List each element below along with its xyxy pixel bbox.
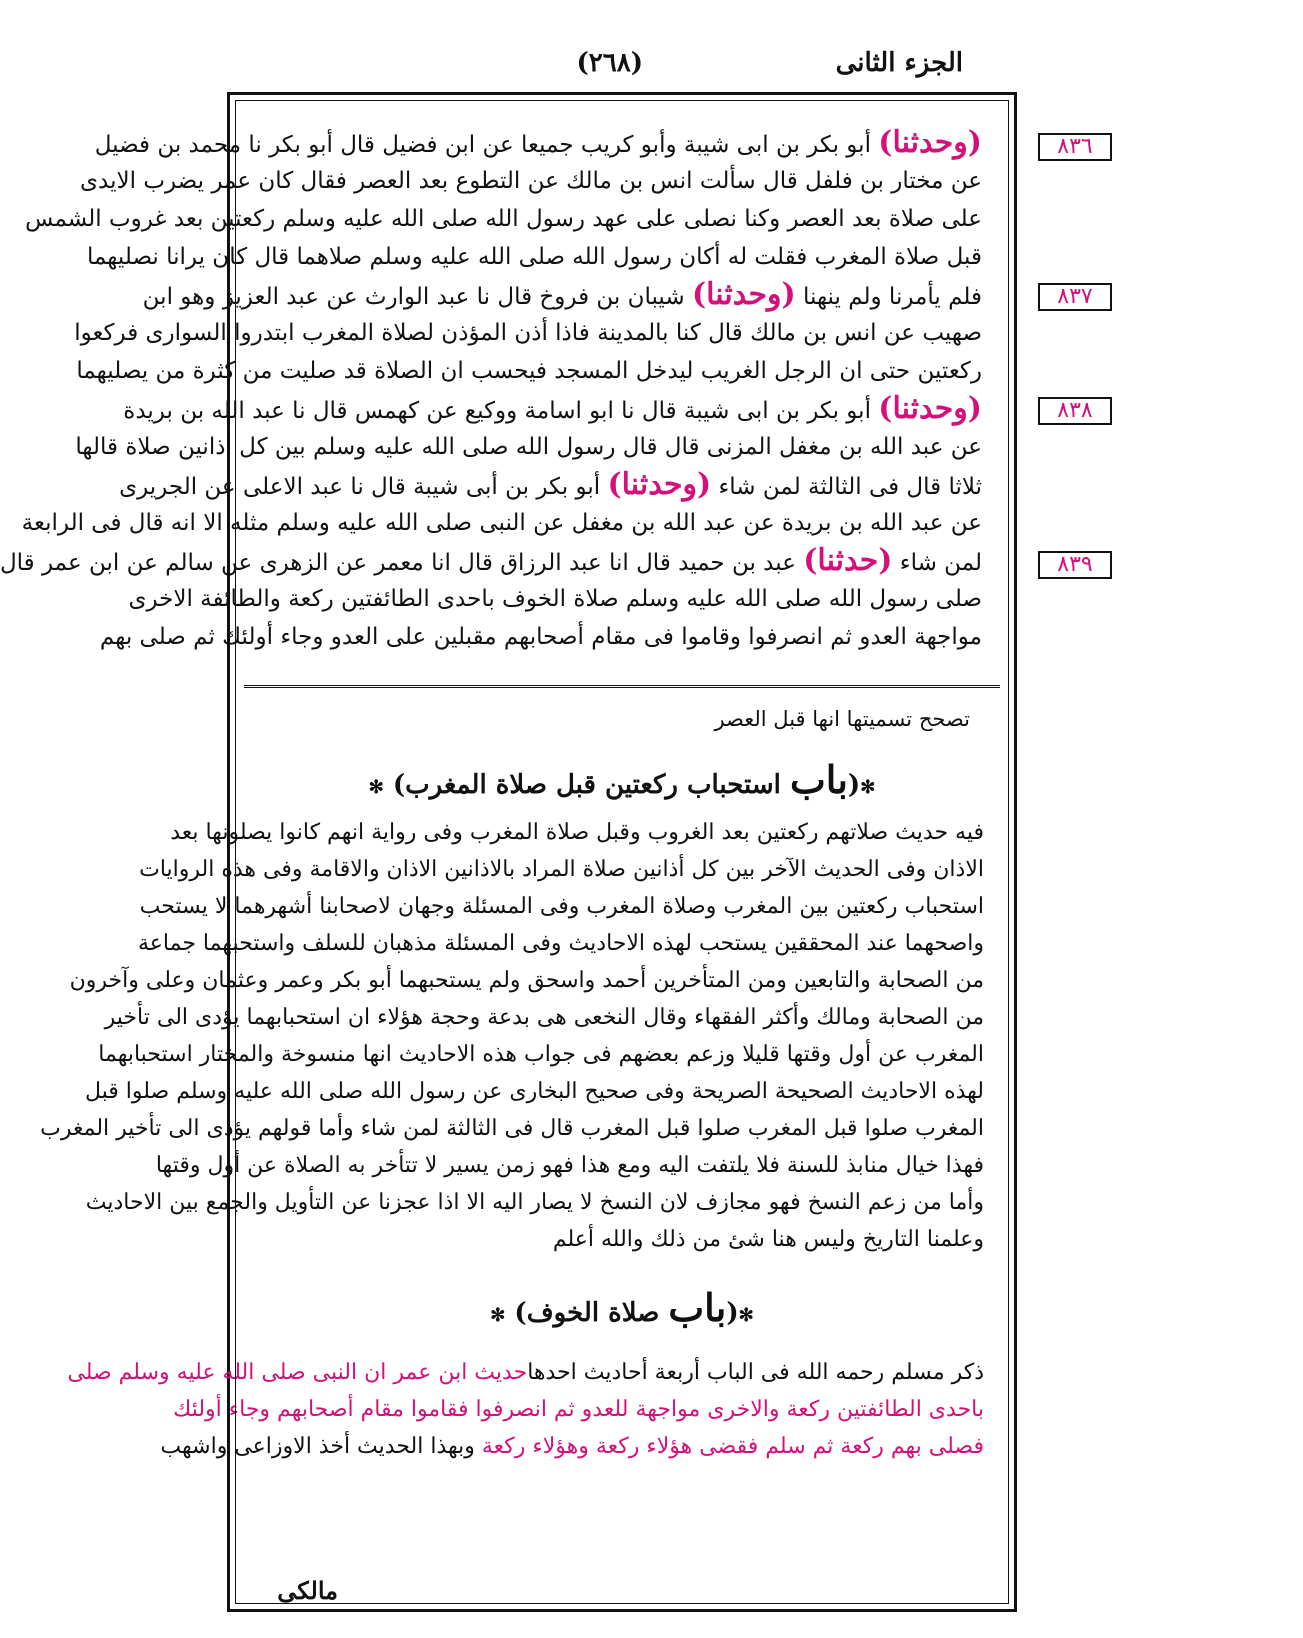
sharh-line: المغرب صلوا قبل المغرب صلوا قبل المغرب قال فى الثالثة لمن شاء وأما قولهم يؤدى الى تأخير المغرب [40,1116,984,1141]
chapter-word: باب [668,1285,727,1330]
page-frame [0,92,1017,1612]
matn-line: مواجهة العدو ثم انصرفوا وقاموا فى مقام أصحابهم مقبلين على العدو وجاء أولئك ثم صلى بهم [99,624,982,650]
matn-line: (وحدثنا) أبو بكر بن ابى شيبة قال نا ابو اسامة ووكيع عن كهمس قال نا عبد الله بن بريدة [123,391,982,426]
chapter-title: استحباب ركعتين قبل صلاة المغرب [405,770,781,800]
quoted-hadith: باحدى الطائفتين ركعة والاخرى مواجهة للعدو ثم انصرفوا فقاموا مقام أصحابهم وجاء أولئك [173,1397,984,1422]
page-number: (٢٦٨) [576,48,643,78]
catchword: مالكى [277,1576,338,1605]
hadith-number-838: ٨٣٨ [1038,397,1112,425]
matn-line: عن مختار بن فلفل قال سألت انس بن مالك عن التطوع بعد العصر فقال كان عمر يضرب الايدى [80,168,982,194]
matn-line: صهيب عن انس بن مالك قال كنا بالمدينة فاذا أذن المؤذن لصلاة المغرب ابتدروا السوارى فركعوا [74,320,982,346]
correction-note: تصحح تسميتها انها قبل العصر [714,707,970,731]
sharh-line: ذكر مسلم رحمه الله فى الباب أربعة أحاديث احدهاحديث ابن عمر ان النبى صلى الله عليه وسلم صلى [67,1360,984,1385]
matn-line: (وحدثنا) أبو بكر بن ابى شيبة وأبو كريب جميعا عن ابن فضيل قال أبو بكر نا محمد بن فضيل [94,125,982,160]
chapter-heading: ✻(باب استحباب ركعتين قبل صلاة المغرب) ✻ [368,757,876,802]
hadith-number-836: ٨٣٦ [1038,133,1112,161]
matn-line: صلى رسول الله صلى الله عليه وسلم صلاة الخوف باحدى الطائفتين ركعة والطائفة الاخرى [128,586,982,612]
ornament-icon: ✻ [738,1305,754,1326]
sharh-line: من الصحابة ومالك وأكثر الفقهاء وقال النخعى هى بدعة وحجة هؤلاء ان استحبابهما يؤدى الى تأخير [104,1005,984,1030]
haddathana-marker: (وحدثنا) [878,391,982,426]
sharh-line: واصحهما عند المحققين يستحب لهذه الاحاديث وفى المسئلة مذهبان للسلف واستحبهما جماعة [137,931,984,956]
matn-line: عن عبد الله بن بريدة عن عبد الله بن مغفل عن النبى صلى الله عليه وسلم مثله الا انه قال فى الرابعة [21,510,982,536]
ornament-icon: ✻ [490,1305,506,1326]
ornament-icon: ✻ [368,777,384,798]
sharh-line: المغرب عن أول وقتها قليلا وزعم بعضهم فى جواب هذه الاحاديث انها منسوخة والمختار استحبابهما [98,1042,984,1067]
sharh-section [40,695,1000,1595]
haddathana-marker: (وحدثنا) [607,467,712,502]
matn-line: على صلاة بعد العصر وكنا نصلى على عهد رسول الله صلى الله عليه وسلم ركعتين بعد غروب الشمس [25,206,982,232]
matn-line: لمن شاء (حدثنا) عبد بن حميد قال انا عبد الرزاق قال انا معمر عن الزهرى عن سالم عن ابن عمر قال [0,543,982,578]
sharh-line: فهذا خيال منابذ للسنة فلا يلتفت اليه ومع هذا فهو زمن يسير لا تتأخر به الصلاة عن أول وقتها [155,1153,984,1178]
quoted-hadith: حديث ابن عمر ان النبى صلى الله عليه وسلم صلى [67,1360,528,1385]
haddathana-marker: (وحدثنا) [691,277,796,312]
hadith-number-837: ٨٣٧ [1038,283,1112,311]
matn-line: قبل صلاة المغرب فقلت له أكان رسول الله صلى الله عليه وسلم صلاهما قال كان يرانا نصليهما [86,244,982,270]
matn-line: فلم يأمرنا ولم ينهنا (وحدثنا) شيبان بن فروخ قال نا عبد الوارث عن عبد العزيز وهو ابن [142,277,982,312]
sharh-line: الاذان وفى الحديث الآخر بين كل أذانين صلاة المراد بالاذانين الاذان والاقامة وفى هذه الروايات [139,857,984,882]
chapter-word: باب [789,757,848,802]
chapter-title: صلاة الخوف [526,1298,660,1328]
sharh-line: فيه حديث صلاتهم ركعتين بعد الغروب وقبل صلاة المغرب وفى رواية انهم كانوا يصلونها بعد [170,820,984,845]
sharh-line: فصلى بهم ركعة ثم سلم فقضى هؤلاء ركعة وهؤلاء ركعة وبهذا الحديث أخذ الاوزاعى واشهب [160,1434,984,1459]
quoted-hadith: فصلى بهم ركعة ثم سلم فقضى هؤلاء ركعة وهؤلاء ركعة [481,1434,984,1459]
chapter-heading: ✻(باب صلاة الخوف) ✻ [490,1285,754,1330]
hadith-number-839: ٨٣٩ [1038,551,1112,579]
sharh-line: من الصحابة والتابعين ومن المتأخرين أحمد واسحق ولم يستحبهما أبو بكر وعمر وعثمان وعلى وآخرون [69,968,984,993]
haddathana-marker: (حدثنا) [803,543,893,578]
matn-section [0,109,1000,688]
sharh-line: لهذه الاحاديث الصحيحة الصريحة وفى صحيح البخارى عن رسول الله صلى الله عليه وسلم صلوا قبل [84,1079,984,1104]
ornament-icon: ✻ [860,777,876,798]
sharh-line: وعلمنا التاريخ وليس هنا شئ من ذلك والله أعلم [552,1227,984,1252]
matn-line: ثلاثا قال فى الثالثة لمن شاء (وحدثنا) أبو بكر بن أبى شيبة قال نا عبد الاعلى عن الجريرى [119,467,982,502]
part-header: الجزء الثانى [835,48,963,78]
sharh-line: استحباب ركعتين بين المغرب وصلاة المغرب وفى المسئلة وجهان لاصحابنا أشهرهما لا يستحب [139,894,984,919]
matn-line: ركعتين حتى ان الرجل الغريب ليدخل المسجد فيحسب ان الصلاة قد صليت من كثرة من يصليهما [76,358,982,384]
matn-line: عن عبد الله بن مغفل المزنى قال قال رسول الله صلى الله عليه وسلم بين كل اذانين صلاة قالها [75,434,982,460]
haddathana-marker: (وحدثنا) [878,125,982,160]
sharh-line: وأما من زعم النسخ فهو مجازف لان النسخ لا يصار اليه الا اذا عجزنا عن التأويل والجمع بين الاحاديث [85,1190,984,1215]
